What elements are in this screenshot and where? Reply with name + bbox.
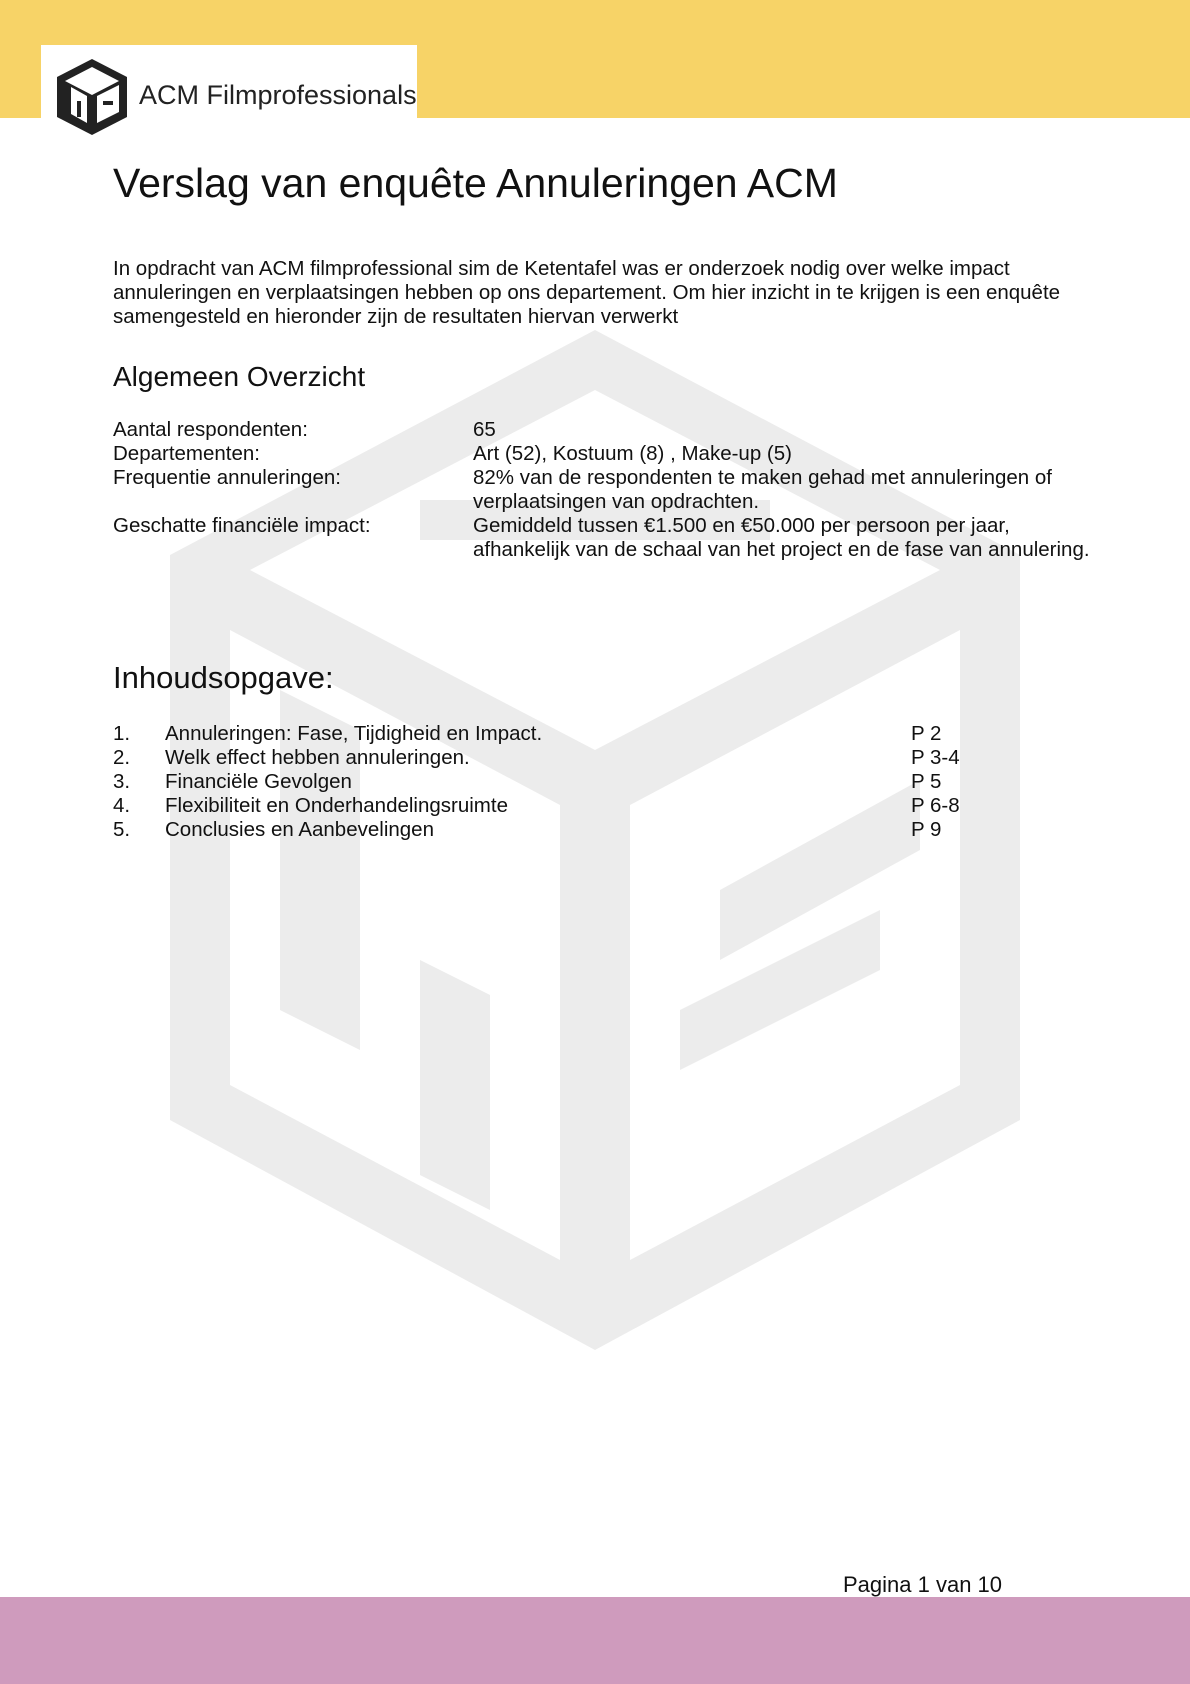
brand-name: ACM Filmprofessionals	[139, 80, 417, 110]
toc-title: Flexibiliteit en Onderhandelingsruimte	[165, 794, 508, 817]
toc-page: P 5	[911, 770, 942, 793]
overview-label: Frequentie annuleringen:	[113, 466, 341, 489]
toc-page: P 3-4	[911, 746, 960, 769]
toc-page: P 2	[911, 722, 942, 745]
toc-title: Conclusies en Aanbevelingen	[165, 818, 434, 841]
overview-label: Aantal respondenten:	[113, 418, 308, 441]
page-number: Pagina 1 van 10	[843, 1572, 1003, 1597]
toc-item	[113, 818, 1093, 842]
toc-page: P 9	[911, 818, 942, 841]
toc-number: 2.	[113, 746, 131, 769]
toc-page: P 6-8	[911, 794, 960, 817]
toc-number: 3.	[113, 770, 131, 793]
footer-band	[0, 1597, 1190, 1684]
toc-title: Welk effect hebben annuleringen.	[165, 746, 470, 769]
overview-heading: Algemeen Overzicht	[113, 361, 366, 392]
overview-value: Art (52), Kostuum (8) , Make-up (5)	[473, 442, 792, 465]
overview-label: Departementen:	[113, 442, 261, 465]
overview-row	[113, 466, 1093, 514]
toc-number: 1.	[113, 722, 131, 745]
toc-number: 4.	[113, 794, 131, 817]
acm-logo-icon	[55, 57, 129, 137]
toc-item	[113, 722, 1093, 746]
overview-value: Gemiddeld tussen €1.500 en €50.000 per persoon per jaar, afhankelijk van de schaal van het project en de fase van annulering.	[473, 514, 1090, 561]
overview-value: 82% van de respondenten te maken gehad met annuleringen of verplaatsingen van opdrachten.	[473, 466, 1052, 513]
toc-item	[113, 770, 1093, 794]
toc-title: Annuleringen: Fase, Tijdigheid en Impact.	[165, 722, 543, 745]
overview-row	[113, 514, 1093, 562]
document-title: Verslag van enquête Annuleringen ACM	[113, 160, 838, 206]
toc-number: 5.	[113, 818, 131, 841]
overview-row	[113, 442, 1093, 466]
overview-label: Geschatte financiële impact:	[113, 514, 371, 537]
overview-table	[113, 418, 1093, 562]
toc-title: Financiële Gevolgen	[165, 770, 352, 793]
overview-value: 65	[473, 418, 496, 441]
intro-paragraph: In opdracht van ACM filmprofessional sim de Ketentafel was er onderzoek nodig over welke impact annuleringen en verplaatsingen hebben op ons departement. Om hier inzicht in te krijgen is een enquête samengesteld en hieronder zijn de resultaten hiervan verwerkt	[113, 257, 1061, 328]
overview-row	[113, 418, 1093, 442]
logo	[41, 45, 417, 145]
toc-heading: Inhoudsopgave:	[113, 660, 334, 695]
toc-item	[113, 794, 1093, 818]
toc-item	[113, 746, 1093, 770]
table-of-contents	[113, 722, 1093, 842]
